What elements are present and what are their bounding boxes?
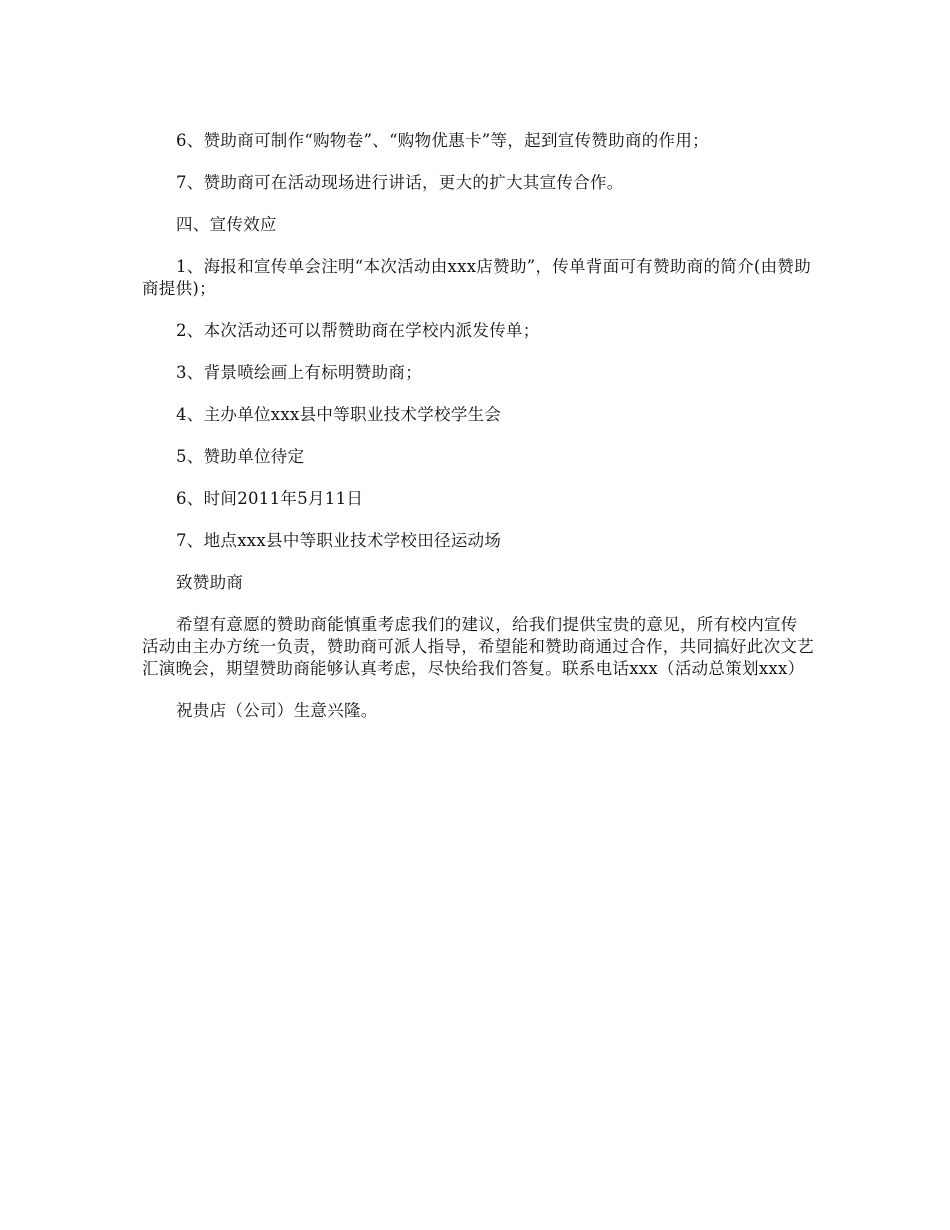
publicity-item-1: 1、海报和宣传单会注明“本次活动由xxx店赞助”，传单背面可有赞助商的简介(由赞助商提供)； xyxy=(142,257,812,298)
organizer-line: 4、主办单位xxx县中等职业技术学校学生会 xyxy=(176,405,502,424)
salutation: 致赞助商 xyxy=(176,573,244,592)
sponsor-benefit-6: 6、赞助商可制作“购物卷”、“购物优惠卡”等，起到宣传赞助商的作用； xyxy=(176,131,709,150)
letter-body: 希望有意愿的赞助商能慎重考虑我们的建议，给我们提供宝贵的意见，所有校内宣传活动由主办方统一负责，赞助商可派人指导，希望能和赞助商通过合作，共同搞好此次文艺汇演晚会，期望赞助商能够认真考虑，尽快给我们答复。联系电话xxx（活动总策划xxx） xyxy=(142,615,814,678)
event-date-line: 6、时间2011年5月11日 xyxy=(176,489,364,508)
publicity-item-2: 2、本次活动还可以帮赞助商在学校内派发传单； xyxy=(176,321,540,340)
section-heading-publicity: 四、宣传效应 xyxy=(176,215,277,234)
document-body xyxy=(142,130,814,742)
publicity-item-3: 3、背景喷绘画上有标明赞助商； xyxy=(176,363,422,382)
sponsor-benefit-7: 7、赞助商可在活动现场进行讲话，更大的扩大其宣传合作。 xyxy=(176,173,624,192)
event-location-line: 7、地点xxx县中等职业技术学校田径运动场 xyxy=(176,531,502,550)
closing-wish: 祝贵店（公司）生意兴隆。 xyxy=(176,701,378,720)
sponsor-unit-line: 5、赞助单位待定 xyxy=(176,447,305,466)
